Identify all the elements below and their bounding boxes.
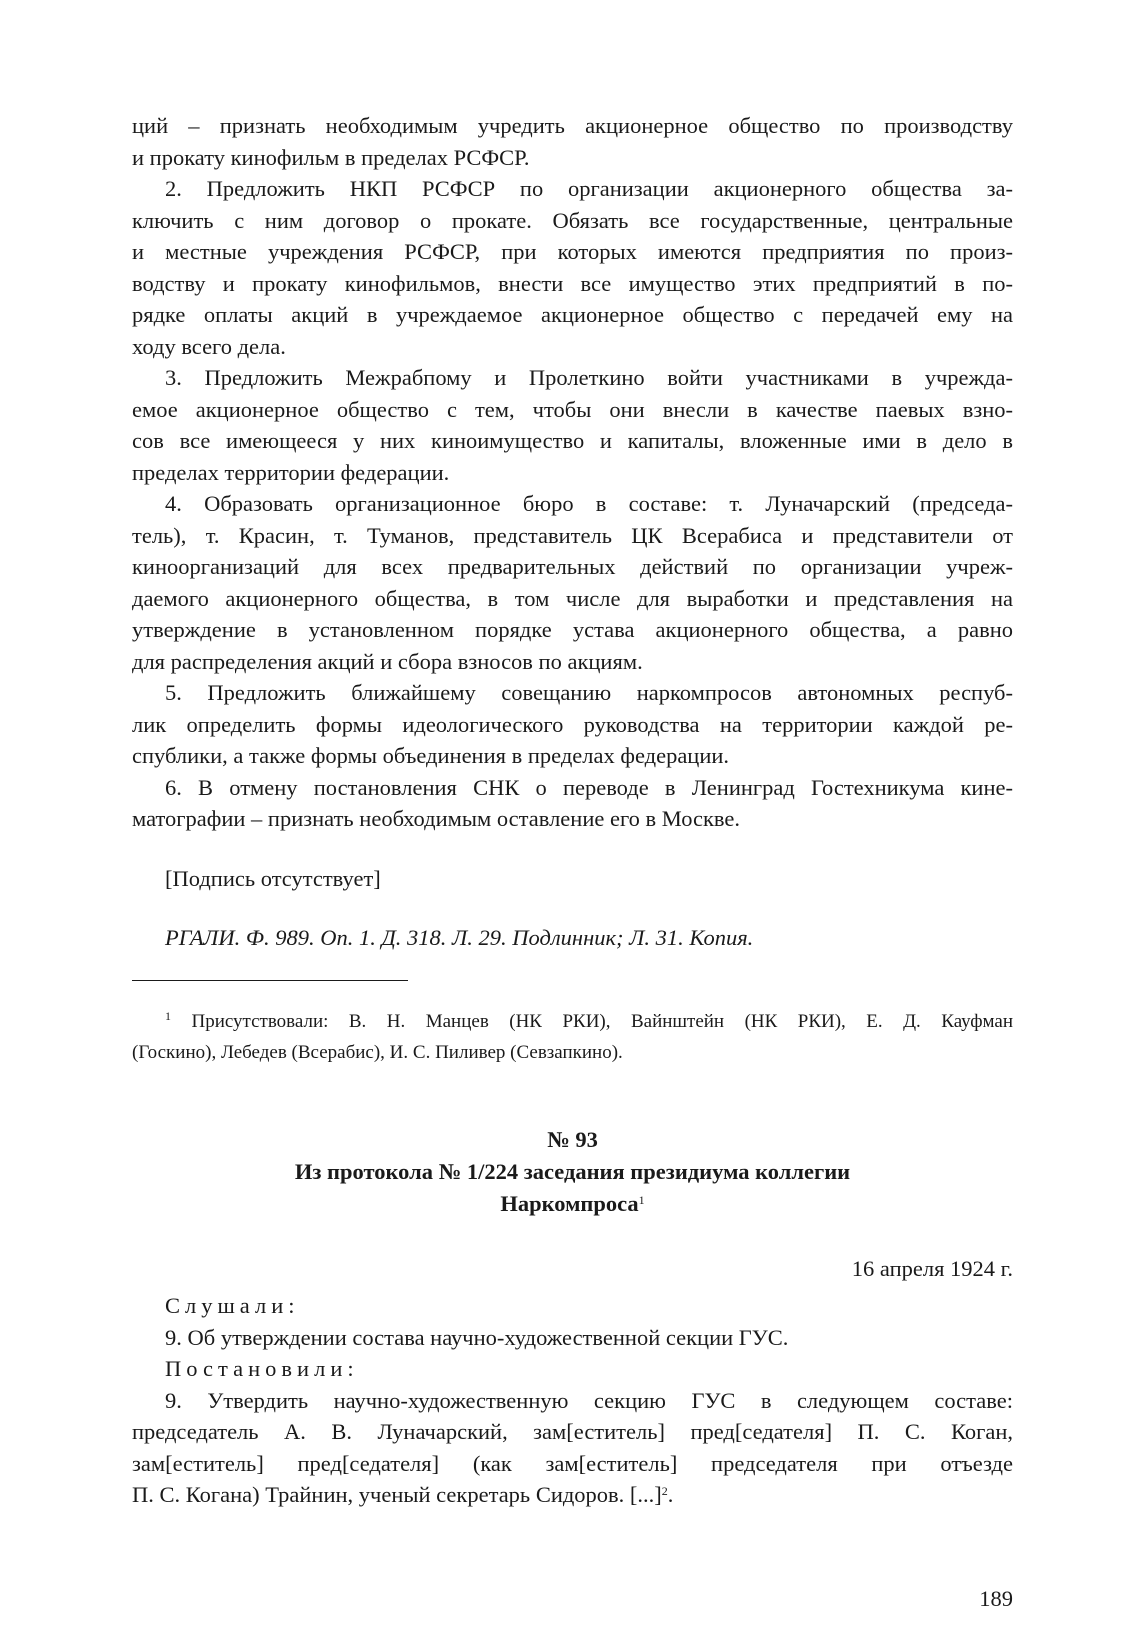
paragraph-line: сов все имеющееся у них киноимущество и капиталы, вложенные ими в дело в — [132, 428, 1013, 453]
document-date: 16 апреля 1924 г. — [851, 1256, 1013, 1281]
footnote-line — [132, 1006, 1013, 1037]
paragraph-line: ходу всего дела. — [132, 333, 286, 359]
decided-label: Постановили: — [165, 1356, 359, 1381]
footnote — [132, 1006, 1013, 1068]
decided-end: . — [667, 1482, 674, 1507]
paragraph-line: водству и прокату кинофильмов, внести все имущество этих предприятий в по- — [132, 270, 1013, 296]
page-number: 189 — [979, 1586, 1013, 1611]
item-2 — [132, 173, 1013, 362]
paragraph-line: для распределения акций и сбора взносов по акциям. — [132, 648, 643, 674]
item-5 — [132, 677, 1013, 772]
footnote-text: Присутствовали: В. Н. Манцев (НК РКИ), Вайнштейн (НК РКИ), Е. Д. Кауфман — [191, 1011, 1014, 1032]
paragraph-line: даемого акционерного общества, в том числе для выработки и представления на — [132, 585, 1013, 611]
paragraph-line: лик определить формы идеологического руководства на территории каждой ре- — [132, 711, 1013, 737]
document-number: № 93 — [547, 1127, 598, 1152]
paragraph-line: 2. Предложить НКП РСФСР по организации акционерного общества за- — [165, 176, 1013, 201]
paragraph-line: ключить с ним договор о прокате. Обязать все государственные, центральные — [132, 207, 1013, 233]
paragraph-line: 3. Предложить Межрабпому и Пролеткино войти участниками в учрежда- — [165, 365, 1013, 390]
paragraph-line: пределах территории федерации. — [132, 459, 450, 485]
continuation-line: ций – признать необходимым учредить акционерное общество по производству — [132, 113, 1013, 138]
paragraph-line: тель), т. Красин, т. Туманов, представитель ЦК Всерабиса и представители от — [132, 522, 1013, 548]
paragraph-line: 4. Образовать организационное бюро в составе: т. Луначарский (председа- — [165, 491, 1013, 516]
heard-text: 9. Об утверждении состава научно-художественной секции ГУС. — [165, 1324, 789, 1350]
paragraph-line: и местные учреждения РСФСР, при которых имеются предприятия по произ- — [132, 239, 1013, 264]
paragraph-line: утверждение в установленном порядке устава акционерного общества, а равно — [132, 617, 1013, 642]
protocol — [132, 1290, 1013, 1511]
paragraph-line: рядке оплаты акций в учреждаемое акционерное общество с передачей ему на — [132, 302, 1013, 327]
footnote-mark: 1 — [165, 1009, 171, 1023]
item-4 — [132, 488, 1013, 677]
title-footnote-mark: 1 — [638, 1192, 645, 1207]
decided-line: 9. Утвердить научно-художественную секцию ГУС в следующем составе: — [165, 1387, 1013, 1413]
paragraph-line: киноорганизаций для всех предварительных действий по организации учреж- — [132, 554, 1013, 579]
paragraph-line: 5. Предложить ближайшему совещанию наркомпросов автономных респуб- — [165, 680, 1013, 705]
item-6 — [132, 772, 1013, 835]
title-text: Наркомпроса — [500, 1190, 639, 1216]
decided-text: П. С. Когана) Трайнин, ученый секретарь Сидоров. [...] — [132, 1482, 662, 1507]
signature-note: [Подпись отсутствует] — [165, 866, 381, 891]
document-title — [132, 1156, 1013, 1219]
decided-line: зам[еститель] пред[седателя] (как зам[еститель] председателя при отъезде — [132, 1450, 1013, 1476]
footnote-line: (Госкино), Лебедев (Всерабис), И. С. Пиливер (Севзапкино). — [132, 1042, 623, 1063]
title-line: Из протокола № 1/224 заседания президиума коллегии — [294, 1159, 851, 1184]
decided-line — [132, 1479, 1013, 1511]
item-3 — [132, 362, 1013, 488]
continuation-line: и прокату кинофильм в пределах РСФСР. — [132, 144, 530, 170]
paragraph-line: матографии – признать необходимым оставление его в Москве. — [132, 806, 741, 831]
paragraph-line: спублики, а также формы объединения в пределах федерации. — [132, 743, 730, 768]
decided-footnote-mark: 2 — [661, 1484, 668, 1498]
decided-line: председатель А. В. Луначарский, зам[еститель] пред[седателя] П. С. Коган, — [132, 1419, 1013, 1444]
paragraph-line: емое акционерное общество с тем, чтобы они внесли в качестве паевых взно- — [132, 396, 1013, 422]
archive-source: РГАЛИ. Ф. 989. Оп. 1. Д. 318. Л. 29. Подлинник; Л. 31. Копия. — [165, 925, 754, 950]
body-text — [132, 110, 1013, 835]
footnote-divider — [132, 980, 408, 981]
heard-label: Слушали: — [165, 1293, 300, 1318]
title-line — [132, 1188, 1013, 1220]
paragraph-line: 6. В отмену постановления СНК о переводе в Ленинград Гостехникума кине- — [165, 774, 1013, 800]
